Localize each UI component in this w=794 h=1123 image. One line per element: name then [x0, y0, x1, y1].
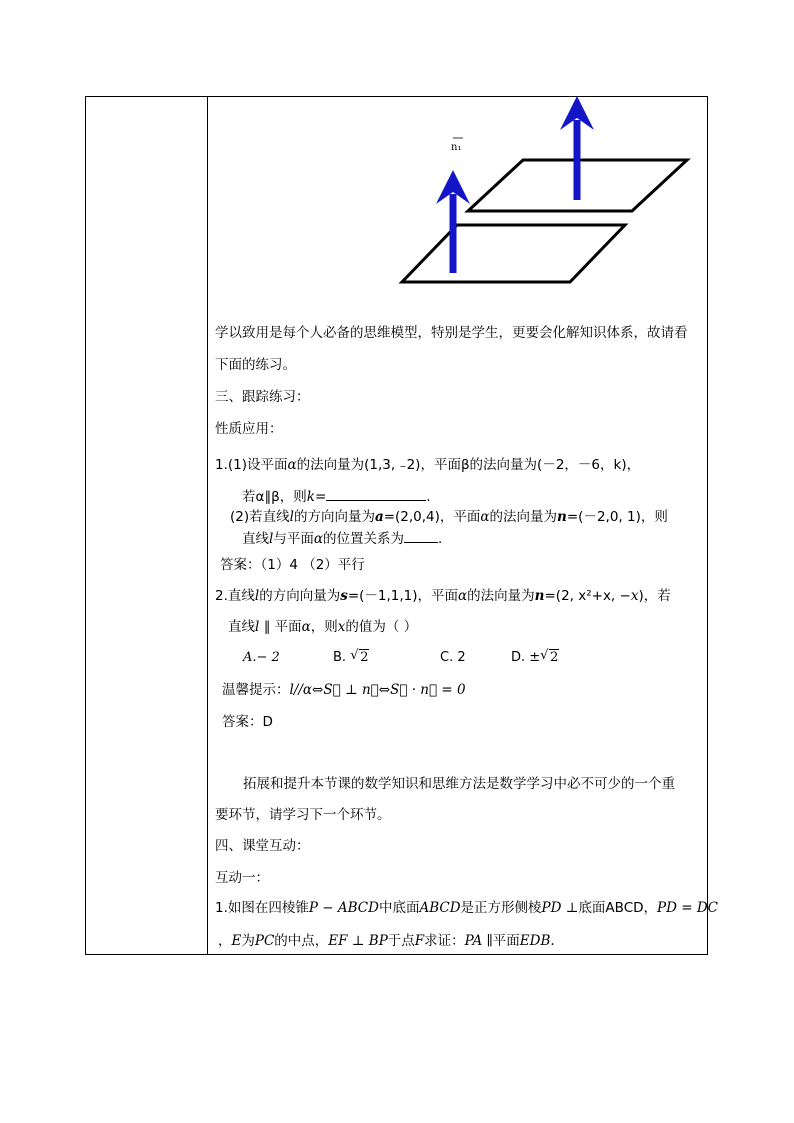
- text-line-1: 学以致用是每个人必备的思维模型，特别是学生，更要会化解知识体系，故请看: [215, 325, 688, 341]
- vector-n1-label: n₁: [451, 142, 462, 153]
- text-line-2: 下面的练习。: [215, 357, 296, 373]
- option-d[interactable]: D. ± √ 2: [511, 648, 559, 665]
- hint-line: 温馨提示：l//α⇔S⃗ ⊥ n⃗⇔S⃗ · n⃗ = 0: [222, 682, 466, 698]
- q1-line-a: 1.(1)设平面α的法向量为(1,3, ₋2)，平面β的法向量为(－2，－6，k)，: [215, 457, 641, 473]
- extension-line-2: 要环节，请学习下一个环节。: [215, 807, 391, 823]
- option-a[interactable]: A.− 2: [243, 650, 280, 665]
- answer-1: 答案：（1）4 （2）平行: [220, 557, 365, 573]
- p3-line-a: 1.如图在四棱锥P − ABCD中底面ABCD是正方形侧棱PD ⊥底面ABCD，PD = DC: [215, 900, 718, 916]
- q2-line-b: 直线l与平面α的位置关系为 .: [242, 528, 442, 548]
- answer-2: 答案：D: [222, 714, 273, 730]
- option-c[interactable]: C. 2: [440, 650, 466, 665]
- parallel-planes-figure: [395, 92, 695, 292]
- extension-line-1: 拓展和提升本节课的数学知识和思维方法是数学学习中必不可少的一个重: [243, 776, 675, 792]
- plane-lower: [402, 225, 625, 282]
- option-b[interactable]: B. √ 2: [333, 648, 369, 665]
- column-divider: [207, 96, 208, 955]
- q2-line-a: (2)若直线l的方向向量为a=(2,0,4)，平面α的法向量为n=(－2,0, 1)，则: [230, 509, 668, 525]
- p3-line-b: ，E为PC的中点，EF ⊥ BP于点F求证：PA ∥平面EDB.: [218, 933, 555, 949]
- property-heading: 性质应用：: [215, 421, 283, 437]
- section-three-heading: 三、跟踪练习：: [215, 389, 310, 405]
- answer-blank-k[interactable]: [326, 486, 426, 501]
- p2-line-a: 2.直线l的方向向量为s=(－1,1,1)，平面α的法向量为n=(2, x²+x, −x)，若: [215, 588, 671, 604]
- q1-line-b: 若α∥β，则k= .: [242, 486, 431, 506]
- p2-line-b: 直线l ∥ 平面α，则x的值为（ ）: [228, 619, 418, 635]
- answer-blank-relation[interactable]: [404, 528, 438, 543]
- interaction-one-heading: 互动一：: [215, 870, 269, 886]
- section-four-heading: 四、课堂互动：: [215, 838, 310, 854]
